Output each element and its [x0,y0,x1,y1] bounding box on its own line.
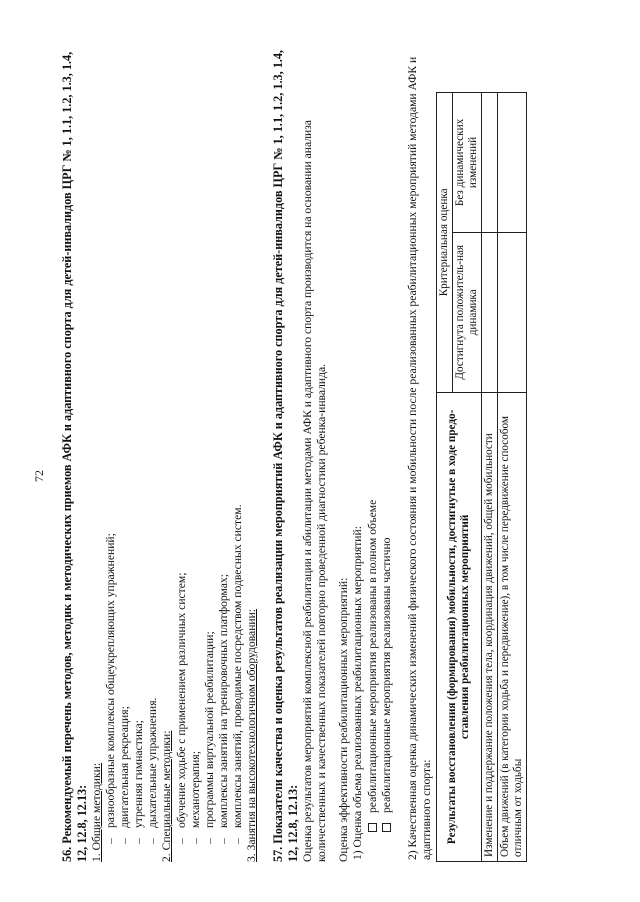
item-1: 1) Оценка объема реализованных реабилитационных мероприятий: [351,526,365,860]
cell-positive[interactable] [497,232,526,392]
special-methods-title: 2. Специальные методики: [160,730,174,862]
list-item: –обучение ходьбе с применением различных систем; [174,572,188,844]
row-label: Изменение и поддержание положения тела, координация движений, общей мобильности [481,392,497,861]
header-criteria: Критериальная оценка [436,93,452,393]
item-2: 2) Качественная оценка динамических изменений физического состояния и мобильности после реализованных реабилитационных мероприятий методами АФК и адаптивного спорта: [405,56,433,860]
general-methods-title: 1. Общие методики: [90,762,103,862]
checkbox-icon[interactable] [368,823,377,832]
list-item: –комплексы занятий на тренировочных платформах; [216,574,230,844]
cell-no-change[interactable] [497,93,526,233]
list-item: –двигательная рекреация; [118,706,132,844]
option-partial[interactable]: реабилитационные мероприятия реализованы частично [380,47,394,862]
section-56-heading: 56. Рекомендуемый перечень методов, методик и методических приемов АФК и адаптивного спорта для детей-инвалидов ЦРГ № 1, 1.1, 1.2, 1.3, 1.4, 12, 12.8, 12.13: [60,51,89,862]
header-positive: Достигнута положитель-ная динамика [452,232,481,392]
page-number: 72 [32,470,46,482]
cell-positive[interactable] [481,232,497,392]
efficiency-title: Оценка эффективности реабилитационных мероприятий: [337,577,351,862]
section-57-intro: Оценка результатов мероприятий комплексной реабилитации и абилитации методами АФК и адаптивного спорта производится на основании анализа количественных и качественных показателей повторно проведенной диагностики ребенка-инвалида. [301,120,329,862]
header-results: Результаты восстановления (формирования) мобильности, достигнутые в ходе предо-ставления реабилитационных мероприятий [436,392,481,861]
table-header-row [436,93,452,862]
table-row [497,93,526,862]
table-row [481,93,497,862]
hightech-title: 3. Занятия на высокотехнологичном оборудовании: [245,608,259,862]
list-item: –утренняя гимнастика; [132,720,146,844]
list-item: –программы виртуальной реабилитации; [202,631,216,844]
list-item: –разнообразные комплексы общеукрепляющих упражнений; [104,533,118,844]
list-item: –механотерапия; [188,751,202,844]
document-body [60,47,527,862]
option-full[interactable]: реабилитационные мероприятия реализованы в полном объеме [366,47,380,862]
list-item: –дыхательные упражнения. [146,697,160,844]
row-label: Объем движений (в категории ходьба и передвижение), в том числе передвижение способом отличным от ходьбы [497,392,526,861]
list-item: –комплексы занятий, проводимые посредством подвесных систем. [230,504,244,844]
section-57-heading: 57. Показатели качества и оценка результатов реализации мероприятий АФК и адаптивного спорта для детей-инвалидов ЦРГ № 1, 1.1, 1.2, 1.3, 1.4, 12, 12.8, 12.13: [271,50,301,862]
checkbox-icon[interactable] [382,823,391,832]
header-no-change: Без динамических изменений [452,93,481,233]
results-table [436,92,527,862]
cell-no-change[interactable] [481,93,497,233]
